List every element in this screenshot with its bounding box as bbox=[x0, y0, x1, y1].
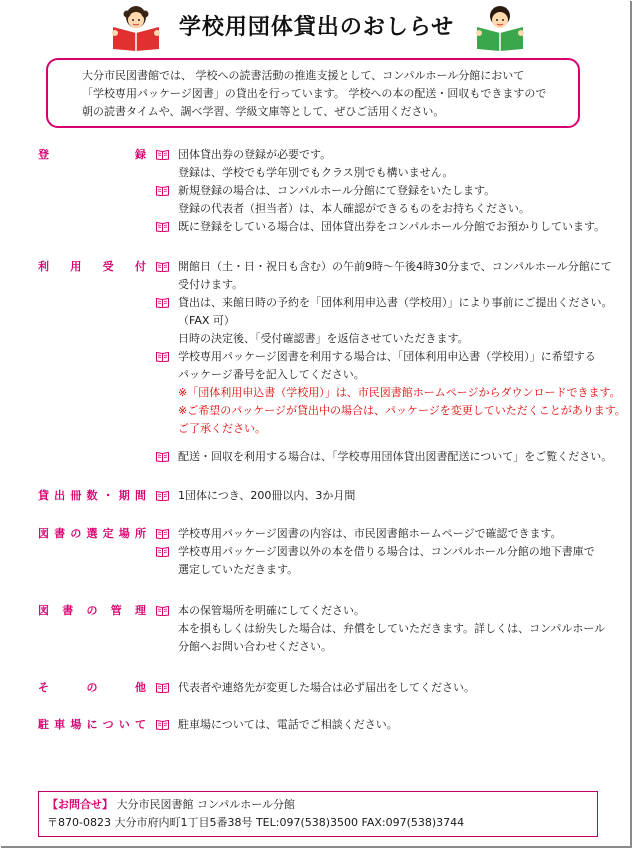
book-icon bbox=[156, 351, 169, 362]
section-label: 図 書 の 選 定 場 所 bbox=[38, 527, 146, 540]
section-label: 貸 出 冊 数 ・ 期 間 bbox=[38, 489, 146, 502]
child-reading-icon bbox=[473, 3, 527, 51]
book-icon bbox=[156, 297, 169, 308]
section-label: 図 書 の 管 理 bbox=[38, 604, 146, 617]
section-label: そ の 他 bbox=[38, 681, 146, 694]
section-label: 登 録 bbox=[38, 148, 146, 161]
intro-box bbox=[46, 58, 580, 128]
book-icon bbox=[156, 185, 169, 196]
book-icon bbox=[156, 682, 169, 693]
book-icon bbox=[156, 451, 169, 462]
contact-heading bbox=[47, 796, 597, 814]
section-label: 駐 車 場 に つ い て bbox=[38, 718, 146, 731]
book-icon bbox=[156, 605, 169, 616]
intro-line: 「学校専用パッケージ図書」の貸出を行っています。 学校への本の配送・回収もできますので bbox=[82, 87, 547, 100]
intro-line: 朝の読書タイムや、調べ学習、学級文庫等として、ぜひご活用ください。 bbox=[82, 105, 445, 118]
page-title: 学校用団体貸出のおしらせ bbox=[178, 15, 455, 40]
book-icon bbox=[156, 719, 169, 730]
contact-label: 【お問合せ】 bbox=[47, 798, 113, 811]
contact-name: 大分市民図書館 コンパルホール分館 bbox=[116, 798, 296, 811]
book-icon bbox=[156, 261, 169, 272]
book-icon bbox=[156, 149, 169, 160]
book-icon bbox=[156, 528, 169, 539]
intro-line: 大分市民図書館では、 学校への読書活動の推進支援として、コンパルホール分館において bbox=[82, 69, 525, 82]
book-icon bbox=[156, 490, 169, 501]
contact-address: 〒870-0823 大分市府内町1丁目5番38号 TEL:097(538)3500 FAX:097(538)3744 bbox=[47, 816, 465, 829]
book-icon bbox=[156, 221, 169, 232]
note-download: ※「団体利用申込書（学校用）」は、市民図書館ホームページからダウンロードできます。 bbox=[178, 386, 621, 399]
section-label: 利 用 受 付 bbox=[38, 260, 146, 273]
book-icon bbox=[156, 546, 169, 557]
note-package-change: ※ご希望のパッケージが貸出中の場合は、パッケージを変更していただくことがあります。 bbox=[178, 404, 626, 417]
note-acknowledge: ご了承ください。 bbox=[178, 422, 266, 435]
contact-box bbox=[38, 791, 598, 837]
